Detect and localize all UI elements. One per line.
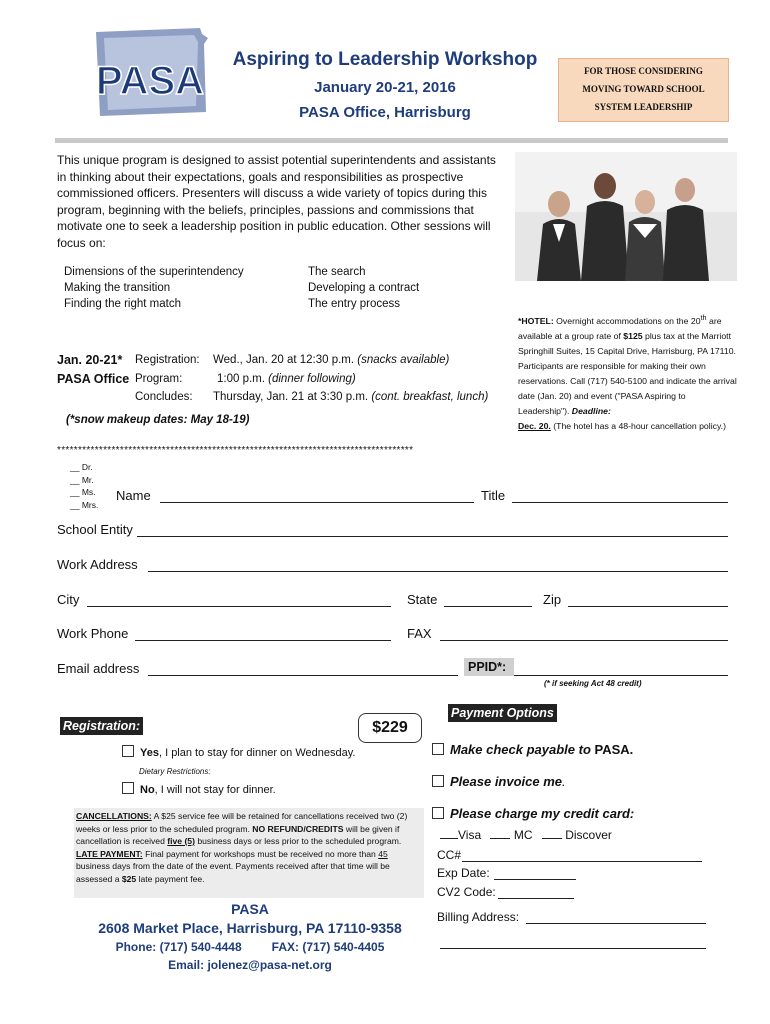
check-payee: PASA. [590, 742, 634, 757]
cancel-no-refund: NO REFUND/CREDITS [252, 823, 344, 834]
title-label: Title [481, 488, 506, 503]
workshop-location: PASA Office, Harrisburg [299, 104, 471, 121]
credit-card-option[interactable] [432, 806, 634, 821]
topics-right [308, 264, 419, 312]
hotel-lead: *HOTEL: [518, 315, 554, 326]
tagline-line: MOVING TOWARD SCHOOL [582, 84, 705, 94]
topic-item: Making the transition [64, 282, 171, 294]
state-field[interactable] [444, 592, 532, 607]
ppid-label: PPID*: [464, 658, 514, 676]
school-field[interactable] [137, 522, 728, 537]
topic-item: The entry process [308, 298, 401, 310]
cancel-text: A $25 service fee will be retained for cancellations received two (2) weeks or less prior to the scheduled program. [76, 811, 408, 834]
salutation-ms[interactable]: __ Ms. [70, 487, 96, 497]
dinner-yes-option[interactable] [122, 745, 355, 759]
schedule-label: Registration: [135, 354, 200, 366]
cv2-label: CV2 Code: [437, 885, 496, 899]
schedule-date: Jan. 20-21* [57, 353, 123, 367]
topic-item: Developing a contract [308, 282, 420, 294]
hotel-rate: $125 [623, 330, 643, 341]
invoice-text: Please invoice me [450, 774, 563, 789]
late-text: late payment fee. [136, 873, 205, 884]
cc-field[interactable] [462, 847, 702, 862]
late-text: Final payment for workshops must be received no more than [142, 848, 379, 859]
cancel-text: will be given if cancellation is received [76, 823, 400, 846]
schedule-value: 1:00 p.m. [217, 372, 265, 385]
email-field[interactable] [148, 661, 458, 676]
hotel-text: (The hotel has a 48-hour cancellation policy.) [550, 420, 726, 431]
dietary-label: Dietary Restrictions: [139, 767, 211, 776]
invoice-option[interactable]: Please invoice me. [432, 774, 566, 789]
email-label: Email address [57, 661, 140, 676]
pasa-logo [78, 20, 218, 120]
dinner-no-option[interactable] [122, 782, 276, 796]
billing-field-1[interactable] [526, 909, 706, 924]
hotel-text: plus tax at the Marriott Springhill Suites, 15 Capital Drive, Harrisburg, PA 17110. Participants are responsible for making their own reservations. Call (717) 540-5100 and indicate the arrival date (Jan. 20) and event ("PASA Aspiring to Leadership"). [518, 330, 737, 416]
audience-tagline [558, 58, 729, 122]
registration-price: $229 [358, 713, 422, 743]
footer-contact [60, 940, 440, 954]
dinner-yes-bold: Yes [140, 747, 159, 759]
cancel-five: five (5) [167, 836, 195, 846]
schedule-place: PASA Office [57, 371, 130, 386]
schedule-note: (snacks available) [354, 354, 450, 366]
work-address-field[interactable] [148, 557, 728, 572]
work-phone-label: Work Phone [57, 626, 129, 641]
logo-text: PASA [95, 59, 205, 103]
schedule-note: (cont. breakfast, lunch) [368, 391, 489, 403]
zip-field[interactable] [568, 592, 728, 607]
city-field[interactable] [87, 592, 391, 607]
footer-email[interactable]: Email: jolenez@pasa-net.org [168, 958, 332, 972]
exp-label: Exp Date: [437, 866, 490, 880]
card-visa[interactable]: Visa [458, 828, 482, 842]
late-text: business days from the date of the event. Payments received after that time will be assessed a [76, 861, 390, 884]
title-field[interactable] [512, 488, 728, 503]
intro-paragraph: This unique program is designed to assist potential superintendents and assistants in thinking about their expectations, goals and responsibilities as prospective commissioned officers. Presenters will discuss a wide variety of topics during this program, beginning with the beliefs, principles, passions and commissions that motivate one to seek a leadership position in public education. Other sessions will focus on: [57, 153, 496, 250]
hotel-deadline-date: Dec. 20. [518, 420, 551, 431]
work-phone-field[interactable] [135, 626, 391, 641]
schedule-note: (dinner following) [264, 372, 356, 385]
tagline-line: SYSTEM LEADERSHIP [594, 102, 693, 112]
salutation-options[interactable] [70, 461, 98, 511]
footer-phone: Phone: (717) 540-4448 [115, 940, 242, 954]
payment-options-label: Payment Options [448, 704, 557, 722]
leaders-photo [515, 152, 737, 281]
dinner-no-bold: No [140, 784, 155, 796]
fax-field[interactable] [440, 626, 728, 641]
credit-text: Please charge my credit card: [450, 806, 635, 821]
schedule-value: Thursday, Jan. 21 at 3:30 p.m. [213, 391, 369, 403]
footer-org: PASA [231, 901, 269, 917]
topic-item: Dimensions of the superintendency [64, 266, 244, 278]
check-text: Make check payable to [450, 742, 591, 757]
checkbox-icon[interactable] [122, 745, 134, 757]
section-divider: ************************************************************************************* [57, 445, 414, 456]
late-fee: $25 [121, 873, 137, 884]
cancellation-policy [74, 808, 424, 898]
dinner-yes-text: , I plan to stay for dinner on Wednesday. [158, 747, 356, 759]
schedule-label: Concludes: [135, 391, 193, 403]
cancel-text: business days or less prior to the scheduled program. [194, 836, 402, 846]
name-field[interactable] [160, 488, 474, 503]
snow-makeup-dates: (*snow makeup dates: May 18-19) [66, 414, 250, 426]
workshop-title: Aspiring to Leadership Workshop [232, 49, 538, 70]
checkbox-icon[interactable] [432, 775, 444, 787]
hotel-text: Overnight accommodations on the 20 [553, 315, 701, 326]
checkbox-icon[interactable] [432, 807, 444, 819]
topics-left [64, 264, 244, 312]
cv2-field[interactable] [498, 884, 574, 899]
school-label: School Entity [57, 522, 133, 537]
topic-item: Finding the right match [64, 298, 181, 310]
hotel-sup: th [700, 313, 707, 322]
hotel-info [518, 310, 738, 434]
fax-label: FAX [407, 626, 432, 641]
salutation-mr[interactable]: __ Mr. [70, 474, 94, 485]
schedule-label: Program: [135, 372, 183, 385]
card-mc[interactable]: MC [513, 828, 533, 842]
billing-label: Billing Address: [437, 910, 520, 924]
schedule-value: Wed., Jan. 20 at 12:30 p.m. [213, 354, 355, 366]
header-divider [55, 138, 728, 143]
card-types[interactable] [440, 828, 612, 842]
work-address-label: Work Address [57, 557, 138, 572]
dinner-no-text: , I will not stay for dinner. [154, 784, 276, 796]
salutation-dr[interactable]: __ Dr. [70, 462, 93, 472]
ppid-note: (* if seeking Act 48 credit) [544, 679, 642, 688]
checkbox-icon[interactable] [432, 743, 444, 755]
hotel-deadline-label: Deadline: [571, 405, 611, 416]
card-discover[interactable]: Discover [565, 828, 612, 842]
footer-fax: FAX: (717) 540-4405 [271, 940, 385, 954]
city-label: City [57, 592, 80, 607]
footer-address: 2608 Market Place, Harrisburg, PA 17110-9358 [98, 920, 402, 936]
zip-label: Zip [543, 592, 562, 607]
ppid-field[interactable] [514, 661, 728, 676]
registration-label: Registration: [60, 717, 143, 735]
late-days: 45 [378, 848, 388, 859]
billing-field-2[interactable] [440, 934, 706, 949]
late-label: LATE PAYMENT: [76, 848, 143, 859]
hotel-text: are available at a group rate of [518, 315, 722, 341]
pay-by-check-option[interactable] [432, 742, 633, 757]
workshop-dates: January 20-21, 2016 [314, 79, 456, 96]
state-label: State [407, 592, 438, 607]
exp-field[interactable] [494, 865, 576, 880]
checkbox-icon[interactable] [122, 782, 134, 794]
name-label: Name [116, 488, 151, 503]
topic-item: The search [308, 266, 366, 278]
cancel-label: CANCELLATIONS: [76, 811, 152, 821]
cc-label: CC# [437, 848, 462, 862]
salutation-mrs[interactable]: __ Mrs. [70, 499, 99, 510]
tagline-line: FOR THOSE CONSIDERING [584, 66, 703, 76]
